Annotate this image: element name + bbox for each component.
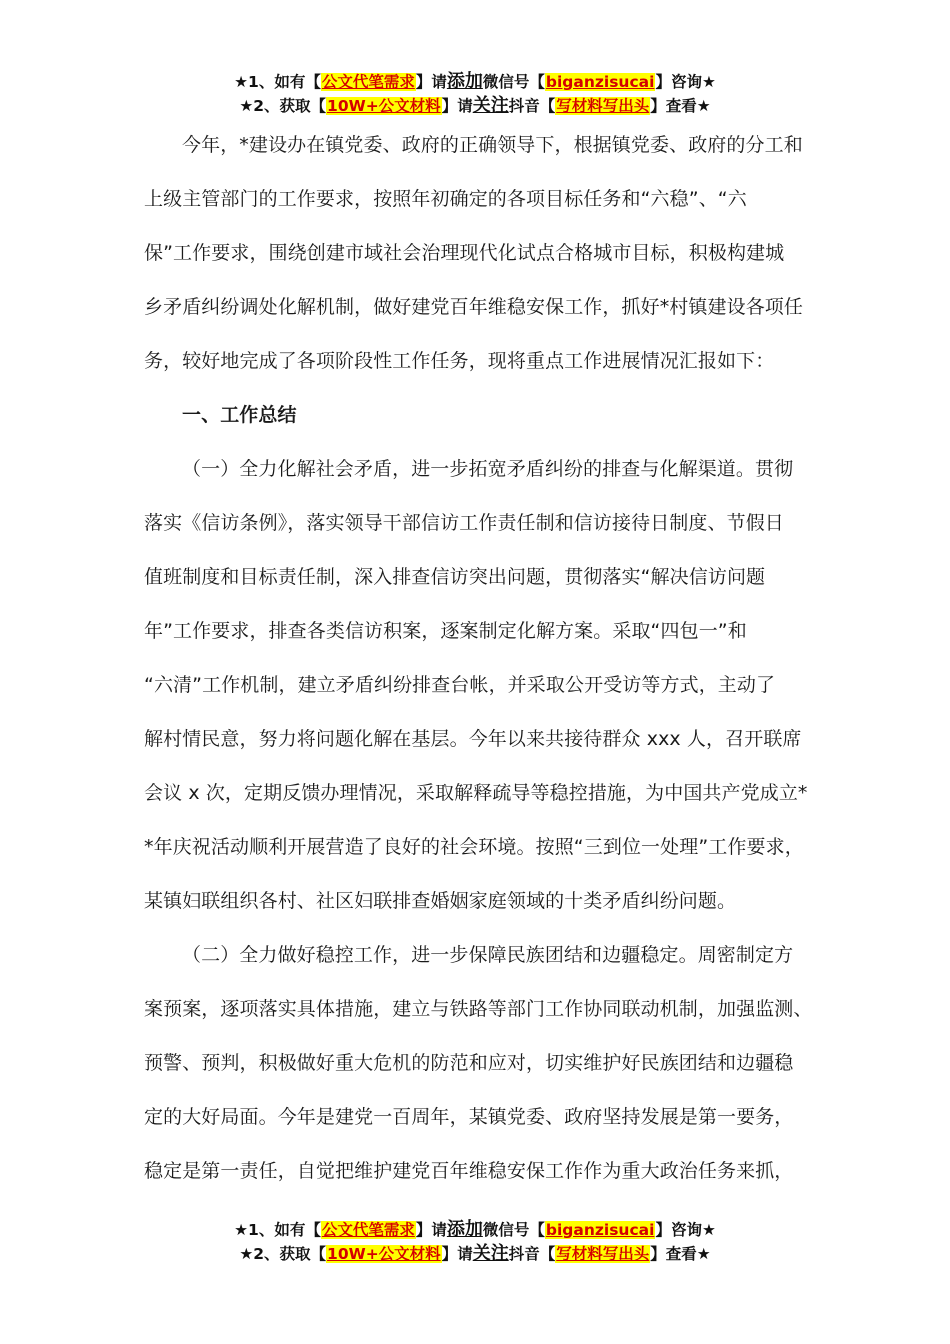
paragraph-line: 值班制度和目标责任制，深入排查信访突出问题，贯彻落实“解决信访问题: [144, 566, 766, 588]
banner-highlight: 写材料写出头: [556, 1245, 650, 1263]
banner-text: 】请: [441, 1245, 473, 1263]
paragraph-line: 上级主管部门的工作要求，按照年初确定的各项目标任务和“六稳”、“六: [144, 188, 747, 210]
paragraph-line: （一）全力化解社会矛盾，进一步拓宽矛盾纠纷的排查与化解渠道。贯彻: [182, 458, 794, 480]
banner-text: ★2、获取【: [239, 97, 327, 115]
paragraph-line: “六清”工作机制，建立矛盾纠纷排查台帐，并采取公开受访等方式，主动了: [144, 674, 776, 696]
paragraph-line: 定的大好局面。今年是建党一百周年，某镇党委、政府坚持发展是第一要务，: [144, 1106, 794, 1128]
banner-highlight: 公文代笔需求: [321, 73, 415, 91]
paragraph-line: 保”工作要求，围绕创建市域社会治理现代化试点合格城市目标，积极构建城: [144, 242, 785, 264]
banner-text: ★2、获取【: [239, 1245, 327, 1263]
banner-highlight: 10W+公文材料: [327, 97, 441, 115]
banner-highlight: biganzisucai: [545, 1221, 655, 1239]
banner-text: 抖音【: [508, 1245, 556, 1263]
banner-highlight: 公文代笔需求: [321, 1221, 415, 1239]
paragraph-line: 年”工作要求，排查各类信访积案，逐案制定化解方案。采取“四包一”和: [144, 620, 747, 642]
banner-text: ★1、如有【: [234, 73, 321, 91]
banner-emphasis: 添加: [446, 71, 483, 92]
paragraph-line: 务，较好地完成了各项阶段性工作任务，现将重点工作进展情况汇报如下：: [144, 350, 775, 372]
paragraph-line: *年庆祝活动顺利开展营造了良好的社会环境。按照“三到位一处理”工作要求，: [144, 836, 804, 858]
header-banner: [0, 70, 950, 118]
banner-emphasis: 添加: [446, 1219, 483, 1240]
banner-text: ★1、如有【: [234, 1221, 321, 1239]
banner-text: 抖音【: [508, 97, 556, 115]
paragraph-line: 今年，*建设办在镇党委、政府的正确领导下，根据镇党委、政府的分工和: [182, 134, 803, 156]
paragraph-line: 落实《信访条例》，落实领导干部信访工作责任制和信访接待日制度、节假日: [144, 512, 784, 534]
banner-line-1: [0, 70, 950, 94]
banner-text: 】请: [415, 73, 447, 91]
banner-text: 】查看★: [650, 97, 711, 115]
banner-text: 】查看★: [650, 1245, 711, 1263]
paragraph-line: 乡矛盾纠纷调处化解机制，做好建党百年维稳安保工作，抓好*村镇建设各项任: [144, 296, 804, 318]
paragraph-line: 预警、预判，积极做好重大危机的防范和应对，切实维护好民族团结和边疆稳: [144, 1052, 794, 1074]
paragraph-line: （二）全力做好稳控工作，进一步保障民族团结和边疆稳定。周密制定方: [182, 944, 794, 966]
banner-line-1: [0, 1218, 950, 1242]
banner-emphasis: 关注: [472, 1243, 509, 1264]
banner-text: 微信号【: [482, 1221, 545, 1239]
banner-emphasis: 关注: [472, 95, 509, 116]
paragraph-line: 解村情民意，努力将问题化解在基层。今年以来共接待群众 xxx 人，召开联席: [144, 728, 802, 750]
paragraph-line: 稳定是第一责任，自觉把维护建党百年维稳安保工作作为重大政治任务来抓，: [144, 1160, 794, 1182]
banner-line-2: [0, 1242, 950, 1266]
document-body: [144, 118, 834, 1198]
paragraph-line: 会议 x 次，定期反馈办理情况，采取解释疏导等稳控措施，为中国共产党成立*: [144, 782, 808, 804]
banner-highlight: 10W+公文材料: [327, 1245, 441, 1263]
banner-line-2: [0, 94, 950, 118]
banner-text: 微信号【: [482, 73, 545, 91]
banner-text: 】请: [441, 97, 473, 115]
footer-banner: [0, 1218, 950, 1266]
banner-text: 】请: [415, 1221, 447, 1239]
banner-highlight: biganzisucai: [545, 73, 655, 91]
banner-text: 】咨询★: [655, 73, 716, 91]
paragraph-line: 案预案，逐项落实具体措施，建立与铁路等部门工作协同联动机制，加强监测、: [144, 998, 813, 1020]
banner-text: 】咨询★: [655, 1221, 716, 1239]
paragraph-line: 某镇妇联组织各村、社区妇联排查婚姻家庭领域的十类矛盾纠纷问题。: [144, 890, 737, 912]
banner-highlight: 写材料写出头: [556, 97, 650, 115]
section-heading: 一、工作总结: [182, 404, 297, 426]
